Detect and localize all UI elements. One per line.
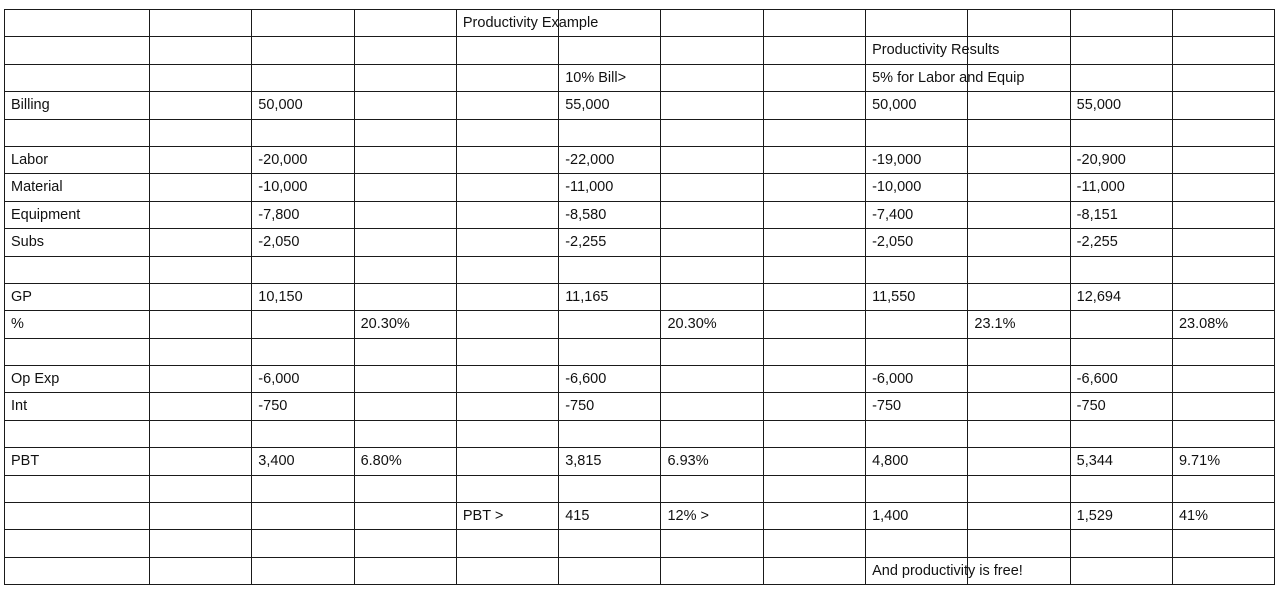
table-cell[interactable]: 6.80% [354, 448, 456, 475]
table-cell[interactable]: -6,000 [866, 366, 968, 393]
table-cell[interactable] [456, 448, 558, 475]
table-cell[interactable] [150, 201, 252, 228]
table-cell[interactable] [1172, 119, 1274, 146]
table-cell[interactable] [763, 10, 865, 37]
table-cell[interactable] [661, 64, 763, 91]
table-row [5, 530, 1275, 557]
table-cell[interactable] [150, 393, 252, 420]
table-cell[interactable] [252, 338, 354, 365]
table-cell[interactable] [456, 530, 558, 557]
table-cell[interactable]: -8,151 [1070, 201, 1172, 228]
table-cell[interactable]: 1,529 [1070, 503, 1172, 530]
table-cell[interactable]: 20.30% [661, 311, 763, 338]
table-row [5, 283, 1275, 310]
table-cell[interactable] [1172, 530, 1274, 557]
table-cell[interactable]: PBT [5, 448, 150, 475]
table-cell[interactable] [1070, 530, 1172, 557]
table-cell[interactable]: -6,600 [559, 366, 661, 393]
table-cell[interactable]: Op Exp [5, 366, 150, 393]
table-cell[interactable] [354, 174, 456, 201]
table-cell[interactable]: 11,550 [866, 283, 968, 310]
table-cell[interactable] [354, 366, 456, 393]
table-cell[interactable]: PBT > [456, 503, 558, 530]
table-cell[interactable]: -2,255 [559, 229, 661, 256]
table-cell[interactable] [968, 475, 1070, 502]
table-cell[interactable] [1070, 64, 1172, 91]
table-cell[interactable] [968, 366, 1070, 393]
table-cell[interactable] [968, 338, 1070, 365]
table-row [5, 557, 1275, 584]
table-cell[interactable] [968, 119, 1070, 146]
table-cell[interactable] [354, 475, 456, 502]
table-cell[interactable] [1172, 420, 1274, 447]
table-cell[interactable]: Productivity Results [866, 37, 968, 64]
table-cell[interactable]: -8,580 [559, 201, 661, 228]
table-cell[interactable] [150, 146, 252, 173]
table-cell[interactable]: 415 [559, 503, 661, 530]
table-cell[interactable]: 41% [1172, 503, 1274, 530]
table-cell[interactable] [5, 119, 150, 146]
table-cell[interactable]: -750 [252, 393, 354, 420]
table-cell[interactable]: 20.30% [354, 311, 456, 338]
table-cell[interactable] [456, 338, 558, 365]
table-cell[interactable] [150, 557, 252, 584]
table-cell[interactable] [968, 420, 1070, 447]
table-cell[interactable] [661, 283, 763, 310]
table-cell[interactable] [1172, 283, 1274, 310]
table-cell[interactable] [1070, 311, 1172, 338]
table-cell[interactable] [354, 229, 456, 256]
table-cell[interactable] [763, 530, 865, 557]
table-cell[interactable] [5, 475, 150, 502]
table-cell[interactable]: 55,000 [1070, 92, 1172, 119]
table-cell[interactable] [763, 64, 865, 91]
table-cell[interactable] [252, 475, 354, 502]
table-cell[interactable] [354, 557, 456, 584]
table-cell[interactable]: 50,000 [252, 92, 354, 119]
table-cell[interactable]: Labor [5, 146, 150, 173]
table-cell[interactable] [866, 530, 968, 557]
table-cell[interactable]: 50,000 [866, 92, 968, 119]
table-cell[interactable] [661, 530, 763, 557]
table-cell[interactable] [1172, 37, 1274, 64]
table-cell[interactable] [661, 338, 763, 365]
table-cell[interactable] [661, 256, 763, 283]
table-cell[interactable] [150, 119, 252, 146]
table-row [5, 393, 1275, 420]
table-cell[interactable]: -10,000 [866, 174, 968, 201]
table-cell[interactable] [252, 10, 354, 37]
table-cell[interactable] [763, 475, 865, 502]
table-cell[interactable] [1070, 475, 1172, 502]
table-cell[interactable]: 10% Bill> [559, 64, 661, 91]
table-cell[interactable] [354, 420, 456, 447]
table-cell[interactable]: -22,000 [559, 146, 661, 173]
table-cell[interactable] [763, 311, 865, 338]
table-cell[interactable] [252, 64, 354, 91]
table-cell[interactable]: -7,400 [866, 201, 968, 228]
table-cell[interactable] [968, 92, 1070, 119]
table-cell[interactable]: -2,050 [866, 229, 968, 256]
table-cell[interactable] [1172, 256, 1274, 283]
table-row [5, 503, 1275, 530]
table-cell[interactable] [968, 229, 1070, 256]
table-cell[interactable]: GP [5, 283, 150, 310]
table-cell[interactable]: -19,000 [866, 146, 968, 173]
table-cell[interactable] [354, 256, 456, 283]
table-cell[interactable] [252, 530, 354, 557]
table-cell[interactable]: 5,344 [1070, 448, 1172, 475]
table-cell[interactable] [150, 530, 252, 557]
table-cell[interactable]: -11,000 [559, 174, 661, 201]
table-cell[interactable] [456, 229, 558, 256]
table-row [5, 201, 1275, 228]
table-cell[interactable] [866, 10, 968, 37]
table-cell[interactable] [150, 503, 252, 530]
table-cell[interactable] [354, 92, 456, 119]
table-cell[interactable] [1172, 393, 1274, 420]
table-cell[interactable] [150, 37, 252, 64]
table-cell[interactable] [456, 366, 558, 393]
table-cell[interactable] [661, 393, 763, 420]
table-cell[interactable] [252, 311, 354, 338]
table-cell[interactable] [1070, 37, 1172, 64]
table-row [5, 119, 1275, 146]
table-cell[interactable] [456, 92, 558, 119]
table-cell[interactable] [968, 201, 1070, 228]
table-cell[interactable] [5, 420, 150, 447]
table-cell[interactable] [1172, 557, 1274, 584]
table-cell[interactable] [559, 557, 661, 584]
table-cell[interactable] [559, 420, 661, 447]
table-cell[interactable] [661, 557, 763, 584]
table-cell[interactable] [456, 201, 558, 228]
table-cell[interactable] [354, 503, 456, 530]
table-cell[interactable] [252, 420, 354, 447]
table-cell[interactable] [456, 283, 558, 310]
table-cell[interactable] [5, 338, 150, 365]
table-cell[interactable] [559, 530, 661, 557]
table-row [5, 229, 1275, 256]
table-cell[interactable]: 55,000 [559, 92, 661, 119]
table-cell[interactable] [150, 174, 252, 201]
table-cell[interactable] [763, 503, 865, 530]
table-cell[interactable] [763, 37, 865, 64]
table-cell[interactable] [456, 557, 558, 584]
table-row [5, 448, 1275, 475]
table-cell[interactable]: Equipment [5, 201, 150, 228]
table-cell[interactable]: 12% > [661, 503, 763, 530]
table-cell[interactable] [763, 174, 865, 201]
table-cell[interactable] [1172, 201, 1274, 228]
table-cell[interactable]: -2,050 [252, 229, 354, 256]
table-cell[interactable] [866, 420, 968, 447]
table-cell[interactable]: -10,000 [252, 174, 354, 201]
spreadsheet-body [5, 10, 1275, 585]
table-cell[interactable] [1070, 420, 1172, 447]
table-cell[interactable] [661, 10, 763, 37]
table-cell[interactable]: 10,150 [252, 283, 354, 310]
table-row [5, 92, 1275, 119]
table-cell[interactable] [1070, 338, 1172, 365]
productivity-spreadsheet [4, 9, 1275, 585]
table-cell[interactable] [1172, 338, 1274, 365]
table-cell[interactable] [1070, 557, 1172, 584]
table-cell[interactable] [456, 475, 558, 502]
table-cell[interactable] [252, 119, 354, 146]
table-row [5, 338, 1275, 365]
table-cell[interactable] [150, 366, 252, 393]
table-cell[interactable] [763, 229, 865, 256]
table-cell[interactable]: And productivity is free! [866, 557, 968, 584]
table-cell[interactable]: -7,800 [252, 201, 354, 228]
table-cell[interactable] [354, 393, 456, 420]
table-cell[interactable] [150, 283, 252, 310]
table-cell[interactable] [661, 146, 763, 173]
table-row [5, 475, 1275, 502]
table-cell[interactable] [866, 119, 968, 146]
table-cell[interactable] [456, 64, 558, 91]
table-cell[interactable] [150, 338, 252, 365]
table-cell[interactable] [150, 64, 252, 91]
table-cell[interactable] [763, 448, 865, 475]
table-row [5, 146, 1275, 173]
table-cell[interactable]: -20,900 [1070, 146, 1172, 173]
table-cell[interactable]: -6,600 [1070, 366, 1172, 393]
table-cell[interactable]: -11,000 [1070, 174, 1172, 201]
table-cell[interactable] [968, 146, 1070, 173]
table-cell[interactable] [968, 503, 1070, 530]
table-cell[interactable] [252, 557, 354, 584]
table-cell[interactable]: -6,000 [252, 366, 354, 393]
table-cell[interactable] [866, 256, 968, 283]
table-cell[interactable]: 23.1% [968, 311, 1070, 338]
table-cell[interactable] [661, 475, 763, 502]
table-row [5, 256, 1275, 283]
table-cell[interactable] [661, 229, 763, 256]
table-cell[interactable] [354, 201, 456, 228]
table-row [5, 64, 1275, 91]
table-cell[interactable]: 6.93% [661, 448, 763, 475]
table-cell[interactable] [661, 92, 763, 119]
table-cell[interactable] [1070, 256, 1172, 283]
table-cell[interactable] [763, 393, 865, 420]
table-cell[interactable] [150, 420, 252, 447]
table-cell[interactable] [559, 311, 661, 338]
table-cell[interactable] [661, 201, 763, 228]
table-cell[interactable] [150, 475, 252, 502]
table-cell[interactable] [354, 338, 456, 365]
table-cell[interactable] [150, 92, 252, 119]
table-row [5, 366, 1275, 393]
table-cell[interactable] [559, 256, 661, 283]
table-cell[interactable] [1172, 366, 1274, 393]
table-cell[interactable] [559, 37, 661, 64]
table-cell[interactable] [354, 119, 456, 146]
table-cell[interactable] [661, 366, 763, 393]
table-cell[interactable] [456, 37, 558, 64]
table-cell[interactable] [456, 174, 558, 201]
table-cell[interactable]: 23.08% [1172, 311, 1274, 338]
table-cell[interactable] [661, 119, 763, 146]
table-cell[interactable] [1172, 146, 1274, 173]
table-cell[interactable]: -750 [559, 393, 661, 420]
table-cell[interactable] [866, 311, 968, 338]
table-cell[interactable]: 9.71% [1172, 448, 1274, 475]
table-cell[interactable]: Subs [5, 229, 150, 256]
table-cell[interactable] [968, 283, 1070, 310]
table-row [5, 37, 1275, 64]
table-cell[interactable] [968, 393, 1070, 420]
table-cell[interactable] [354, 10, 456, 37]
table-cell[interactable] [559, 475, 661, 502]
table-cell[interactable] [150, 256, 252, 283]
table-cell[interactable] [1070, 119, 1172, 146]
table-cell[interactable] [763, 146, 865, 173]
table-cell[interactable]: -20,000 [252, 146, 354, 173]
table-cell[interactable]: Material [5, 174, 150, 201]
table-cell[interactable] [763, 256, 865, 283]
table-cell[interactable]: Billing [5, 92, 150, 119]
table-cell[interactable] [5, 10, 150, 37]
table-cell[interactable] [763, 201, 865, 228]
table-row [5, 174, 1275, 201]
table-cell[interactable] [456, 393, 558, 420]
table-cell[interactable] [763, 420, 865, 447]
table-cell[interactable]: 11,165 [559, 283, 661, 310]
table-cell[interactable] [866, 338, 968, 365]
table-cell[interactable] [559, 119, 661, 146]
table-cell[interactable] [763, 338, 865, 365]
table-row [5, 420, 1275, 447]
table-cell[interactable]: Productivity Example [456, 10, 558, 37]
table-row [5, 311, 1275, 338]
table-cell[interactable] [1172, 475, 1274, 502]
table-cell[interactable] [150, 311, 252, 338]
table-cell[interactable] [1172, 10, 1274, 37]
table-cell[interactable]: -750 [1070, 393, 1172, 420]
table-cell[interactable]: 3,400 [252, 448, 354, 475]
table-cell[interactable] [661, 174, 763, 201]
table-cell[interactable] [559, 338, 661, 365]
table-cell[interactable] [866, 475, 968, 502]
table-cell[interactable] [5, 530, 150, 557]
table-cell[interactable] [763, 366, 865, 393]
table-cell[interactable] [1070, 10, 1172, 37]
table-cell[interactable] [456, 256, 558, 283]
table-cell[interactable] [5, 37, 150, 64]
table-cell[interactable] [968, 174, 1070, 201]
table-cell[interactable] [150, 229, 252, 256]
table-cell[interactable]: -750 [866, 393, 968, 420]
table-cell[interactable] [763, 119, 865, 146]
table-row [5, 10, 1275, 37]
table-cell[interactable]: 4,800 [866, 448, 968, 475]
table-cell[interactable]: 12,694 [1070, 283, 1172, 310]
table-cell[interactable] [763, 92, 865, 119]
table-cell[interactable] [354, 64, 456, 91]
table-cell[interactable]: Int [5, 393, 150, 420]
table-cell[interactable] [968, 448, 1070, 475]
table-cell[interactable]: 1,400 [866, 503, 968, 530]
table-cell[interactable] [456, 146, 558, 173]
table-cell[interactable] [763, 283, 865, 310]
table-cell[interactable] [252, 256, 354, 283]
table-cell[interactable] [1172, 92, 1274, 119]
table-cell[interactable] [252, 37, 354, 64]
table-cell[interactable] [968, 530, 1070, 557]
table-cell[interactable] [456, 119, 558, 146]
table-cell[interactable] [150, 10, 252, 37]
table-cell[interactable] [968, 10, 1070, 37]
table-cell[interactable] [763, 557, 865, 584]
table-cell[interactable] [1172, 64, 1274, 91]
table-cell[interactable] [354, 283, 456, 310]
table-cell[interactable] [661, 37, 763, 64]
table-cell[interactable] [456, 311, 558, 338]
table-cell[interactable] [5, 503, 150, 530]
table-cell[interactable] [354, 37, 456, 64]
table-cell[interactable]: 3,815 [559, 448, 661, 475]
table-cell[interactable] [150, 448, 252, 475]
table-cell[interactable] [5, 64, 150, 91]
table-cell[interactable] [354, 530, 456, 557]
table-cell[interactable]: 5% for Labor and Equip [866, 64, 968, 91]
table-cell[interactable] [1172, 174, 1274, 201]
table-cell[interactable] [1172, 229, 1274, 256]
table-cell[interactable] [661, 420, 763, 447]
table-cell[interactable] [5, 557, 150, 584]
table-cell[interactable]: -2,255 [1070, 229, 1172, 256]
table-cell[interactable] [354, 146, 456, 173]
table-cell[interactable] [456, 420, 558, 447]
table-cell[interactable] [5, 256, 150, 283]
table-cell[interactable] [252, 503, 354, 530]
table-cell[interactable]: % [5, 311, 150, 338]
table-cell[interactable] [968, 256, 1070, 283]
